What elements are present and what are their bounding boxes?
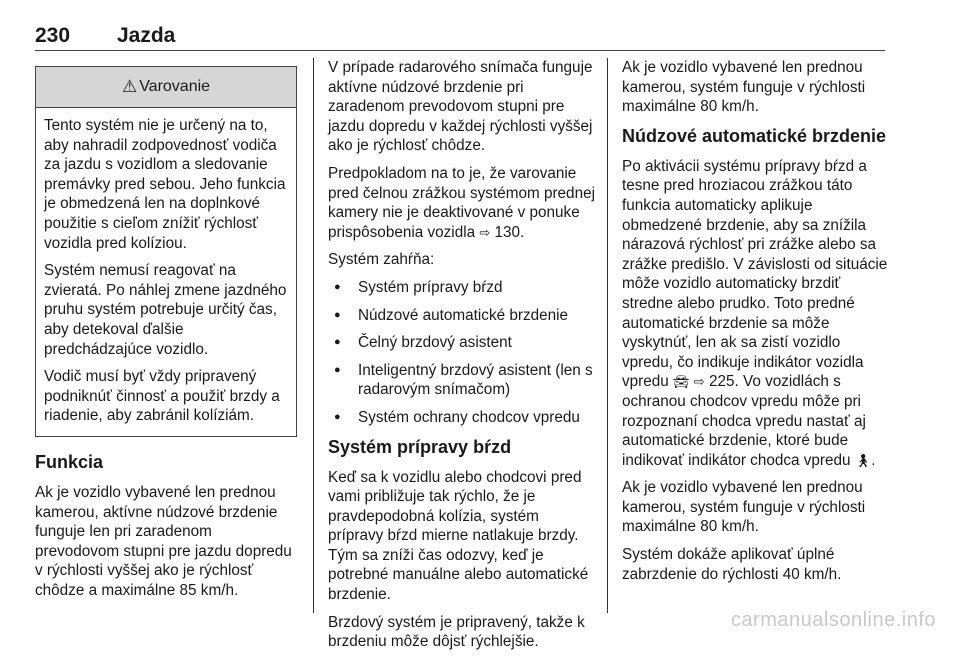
- funkcia-text: Ak je vozidlo vybavené len prednou kamerou, aktívne núdzové brzdenie funguje len pri zaradenom prevodovom stupni pre jazdu dopredu v rýchlosti vyššej ako je rýchlosť chôdze a maximálne 85 km/h.: [35, 483, 292, 599]
- paragraph-text: 225. Vo vozidlách s ochranou chodcov vpredu môže pri rozpoznaní chodca vpredu nastať aj automatické brzdenie, ktoré bude indikovať indikátor chodca vpredu: [622, 373, 866, 469]
- warning-paragraph: Systém nemusí reagovať na zvieratá. Po náhlej zmene jazdného pruhu systém potrebuje určitý čas, aby detekoval ďalšie predchádzajúce vozidlo.: [44, 262, 287, 358]
- paragraph: [328, 164, 598, 242]
- vehicle-ahead-icon: 🚘︎: [673, 374, 690, 390]
- page-reference-icon: ⇨: [693, 374, 705, 390]
- list-item: ● Systém prípravy bŕzd: [328, 278, 598, 298]
- column-3: [622, 58, 890, 592]
- list-item: ● Čelný brzdový asistent: [328, 333, 598, 353]
- paragraph: Systém dokáže aplikovať úplné zabrzdenie do rýchlosti 40 km/h.: [622, 546, 842, 583]
- page-header: [35, 24, 885, 51]
- list-item: ● Systém ochrany chodcov vpredu: [328, 408, 598, 428]
- paragraph: Keď sa k vozidlu alebo chodcovi pred vami približuje tak rýchlo, že je pravdepodobná kolízia, systém prípravy bŕzd mierne natlakuje brzdy. Tým sa zníži čas odozvy, keď je potrebné manuálne alebo automatické brzdenie.: [328, 468, 589, 604]
- column-2: [328, 58, 598, 660]
- warning-paragraph: Vodič musí byť vždy pripravený podniknúť činnosť a použiť brzdy a riadenie, aby zabránil kolíziám.: [44, 368, 280, 425]
- page-number: 230: [35, 24, 71, 47]
- funkcia-heading: Funkcia: [35, 451, 104, 472]
- column-1: [35, 58, 297, 608]
- paragraph: Po aktivácii systému prípravy bŕzd a tesne pred hroziacou zrážkou táto funkcia automaticky aplikuje obmedzené brzdenie, aby sa znížila nárazová rýchlosť pri zrážke alebo sa zrážke predišlo. V závislosti od situácie môže vozidlo automaticky brzdiť stredne alebo prudko. Toto predné automatické brzdenie sa môže vyskytnúť, len ak sa zistí vozidlo vpredu, čo indikuje indikátor vozidla vpredu 🚘︎ ⇨ 225. Vo vozidlách s ochranou chodcov vpredu môže pri rozpoznaní chodca vpredu nastať aj automatické brzdenie, ktoré bude indikovať indikátor chodca vpredu 🚶︎.: [622, 157, 888, 469]
- section-heading: Núdzové automatické brzdenie: [622, 125, 887, 146]
- page-reference: 130.: [494, 223, 525, 241]
- system-list: [328, 278, 598, 428]
- warning-header: [36, 67, 296, 108]
- warning-body: [36, 108, 296, 436]
- page-reference-icon: ⇨: [479, 224, 491, 240]
- paragraph: Systém zahŕňa:: [328, 251, 435, 269]
- list-item: ● Núdzové automatické brzdenie: [328, 306, 598, 326]
- pedestrian-icon: 🚶︎: [854, 452, 872, 468]
- paragraph: V prípade radarového snímača funguje aktívne núdzové brzdenie pri zaradenom prevodovom stupni pre jazdu dopredu v každej rýchlosti vyššej ako je rýchlosť chôdze.: [328, 59, 593, 155]
- column-divider: [313, 58, 314, 613]
- warning-title: Varovanie: [139, 78, 211, 96]
- paragraph-text: Po aktivácii systému prípravy bŕzd a tesne pred hroziacou zrážkou táto funkcia automaticky aplikuje obmedzené brzdenie, aby sa znížila nárazová rýchlosť pri zrážke alebo sa zrážke predišlo. V závislosti od situácie môže vozidlo automaticky brzdiť stredne alebo prudko. Toto predné automatické brzdenie sa môže vyskytnúť, len ak sa zistí vozidlo vpredu, čo indikuje indikátor vozidla vpredu: [622, 157, 888, 391]
- warning-triangle-icon: ⚠: [121, 77, 138, 97]
- paragraph: Ak je vozidlo vybavené len prednou kamerou, systém funguje v rýchlosti maximálne 80 km/h.: [622, 479, 866, 536]
- section-heading: Systém prípravy bŕzd: [328, 436, 512, 457]
- warning-box: [35, 66, 297, 437]
- watermark: carmanualsonline.info: [730, 609, 936, 631]
- section-title: Jazda: [117, 24, 176, 47]
- paragraph-text: Predpokladom na to je, že varovanie pred čelnou zrážkou systémom prednej kamery nie je deaktivované v ponuke prispôsobenia vozidla: [328, 164, 595, 241]
- column-divider: [607, 58, 608, 613]
- list-item: ● Inteligentný brzdový asistent (len s radarovým snímačom): [328, 361, 598, 400]
- warning-paragraph: Tento systém nie je určený na to, aby nahradil zodpovednosť vodiča za jazdu s vozidlom a sledovanie premávky pred sebou. Jeho funkcia je obmedzená len na doplnkové použitie s cieľom znížiť rýchlosť vozidla pred kolíziou.: [44, 117, 286, 252]
- paragraph: Brzdový systém je pripravený, takže k brzdeniu môže dôjsť rýchlejšie.: [328, 613, 585, 651]
- paragraph: Ak je vozidlo vybavené len prednou kamerou, systém funguje v rýchlosti maximálne 80 km/h.: [622, 59, 866, 116]
